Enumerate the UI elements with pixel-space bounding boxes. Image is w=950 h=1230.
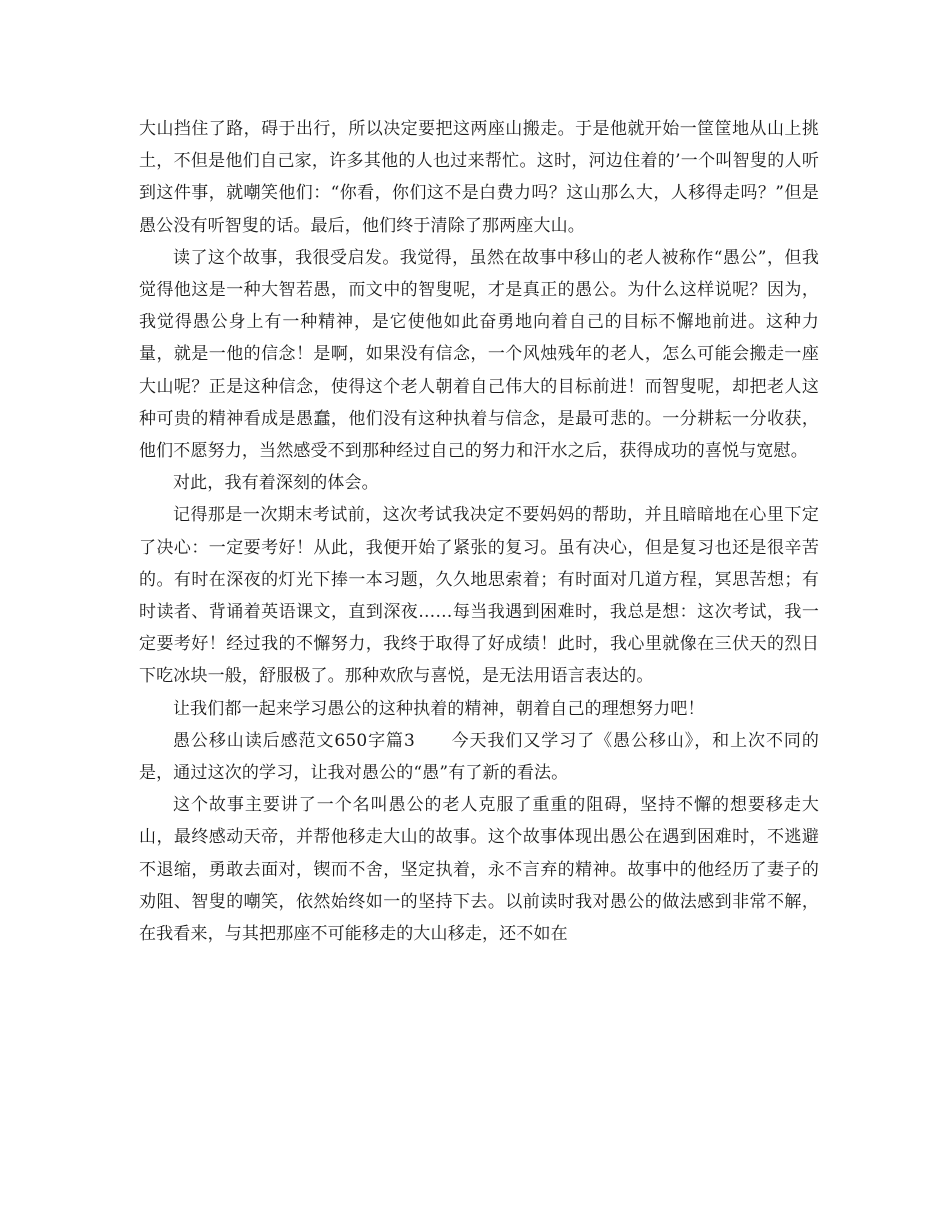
- paragraph-3: 对此，我有着深刻的体会。: [173, 473, 379, 494]
- paragraph-1: 大山挡住了路，碍于出行，所以决定要把这两座山搬走。于是他就开始一筐筐地从山上挑土，不但是他们自己家，许多其他的人也过来帮忙。这时，河边住着的’一个叫智叟的人听到这件事，就嘲笑他们：“你看，你们这不是白费力吗？这山那么大，人移得走吗？”但是愚公没有听智叟的话。最后，他们终于清除了那两座大山。: [139, 119, 819, 236]
- paragraph-6: 愚公移山读后感范文650字篇3 今天我们又学习了《愚公移山》，和上次不同的是，通过这次的学习，让我对愚公的“愚”有了新的看法。: [139, 730, 819, 784]
- paragraph-4: 记得那是一次期末考试前，这次考试我决定不要妈妈的帮助，并且暗暗地在心里下定了决心：一定要考好！从此，我便开始了紧张的复习。虽有决心，但是复习也还是很辛苦的。有时在深夜的灯光下捧一本习题，久久地思索着；有时面对几道方程，冥思苦想；有时读者、背诵着英语课文，直到深夜……每当我遇到困难时，我总是想：这次考试，我一定要考好！经过我的不懈努力，我终于取得了好成绩！此时，我心里就像在三伏天的烈日下吃冰块一般，舒服极了。那种欢欣与喜悦，是无法用语言表达的。: [139, 505, 819, 687]
- document-body: [139, 113, 819, 950]
- paragraph-2: 读了这个故事，我很受启发。我觉得，虽然在故事中移山的老人被称作“愚公”，但我觉得他这是一种大智若愚，而文中的智叟呢，才是真正的愚公。为什么这样说呢？因为，我觉得愚公身上有一种精神，是它使他如此奋勇地向着自己的目标不懈地前进。这种力量，就是一他的信念！是啊，如果没有信念，一个风烛残年的老人，怎么可能会搬走一座大山呢？正是这种信念，使得这个老人朝着自己伟大的目标前进！而智叟呢，却把老人这种可贵的精神看成是愚蠢，他们没有这种执着与信念，是最可悲的。一分耕耘一分收获，他们不愿努力，当然感受不到那种经过自己的努力和汗水之后，获得成功的喜悦与宽慰。: [139, 247, 819, 462]
- paragraph-5: 让我们都一起来学习愚公的这种执着的精神，朝着自己的理想努力吧！: [173, 698, 705, 719]
- paragraph-7: 这个故事主要讲了一个名叫愚公的老人克服了重重的阻碍，坚持不懈的想要移走大山，最终感动天帝，并帮他移走大山的故事。这个故事体现出愚公在遇到困难时，不逃避不退缩，勇敢去面对，锲而不舍，坚定执着，永不言弃的精神。故事中的他经历了妻子的劝阻、智叟的嘲笑，依然始终如一的坚持下去。以前读时我对愚公的做法感到非常不解，在我看来，与其把那座不可能移走的大山移走，还不如在: [139, 795, 819, 945]
